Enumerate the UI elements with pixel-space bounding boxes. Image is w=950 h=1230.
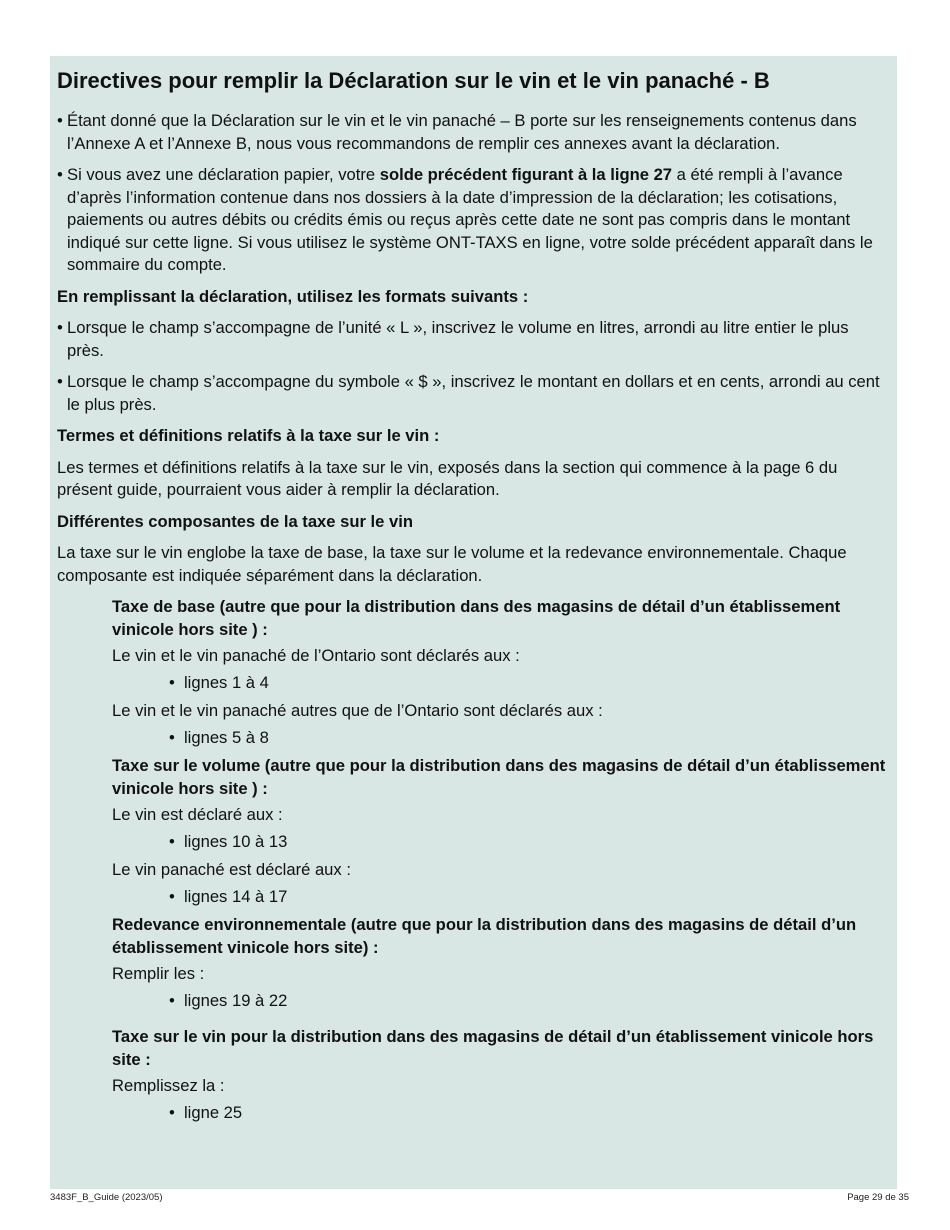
page-title: Directives pour remplir la Déclaration sur le vin et le vin panaché - B [57, 68, 770, 93]
volume-tax-line-1: Le vin est déclaré aux : [112, 805, 283, 824]
components-heading: Différentes composantes de la taxe sur le vin [57, 511, 413, 531]
intro-bullet-2-after: a été rempli à l’avance d’après l’information contenue dans nos dossiers à la date d’impression de la déclaration; les cotisations, paiements ou autres débits ou crédits émis ou reçus après cette date ne sont pas compris dans le montant indiqué sur cette ligne. Si vous utilisez le système ONT-TAXS en ligne, votre solde précédent apparaît dans le sommaire du compte. [67, 165, 873, 274]
env-fee-section [112, 914, 889, 1012]
env-fee-heading: Redevance environnementale (autre que pour la distribution dans des magasins de détail d’un établissement vinicole hors site) : [112, 915, 857, 957]
base-tax-item-1: • lignes 1 à 4 [169, 672, 889, 695]
footer-form-id: 3483F_B_Guide (2023/05) [50, 1192, 163, 1203]
offsite-tax-line-1: Remplissez la : [112, 1076, 225, 1095]
base-tax-line-1: Le vin et le vin panaché de l’Ontario sont déclarés aux : [112, 646, 520, 665]
env-fee-line-1: Remplir les : [112, 964, 205, 983]
formats-item-dollars: • Lorsque le champ s’accompagne du symbole « $ », inscrivez le montant en dollars et en cents, arrondi au cent le plus près. [57, 371, 889, 416]
base-tax-section [112, 596, 889, 749]
env-fee-item-1: • lignes 19 à 22 [169, 990, 889, 1013]
formats-item-litres: • Lorsque le champ s’accompagne de l’unité « L », inscrivez le volume en litres, arrondi au litre entier le plus près. [57, 317, 889, 362]
volume-tax-heading: Taxe sur le volume (autre que pour la distribution dans des magasins de détail d’un établissement vinicole hors site ) : [112, 756, 886, 798]
base-tax-item-2: • lignes 5 à 8 [169, 727, 889, 750]
instructions-panel [50, 56, 897, 1189]
intro-bullet-2-before: Si vous avez une déclaration papier, votre [67, 165, 380, 184]
footer-page-number: Page 29 de 35 [847, 1192, 909, 1203]
offsite-tax-section [112, 1026, 889, 1124]
volume-tax-item-2: • lignes 14 à 17 [169, 886, 889, 909]
components-text: La taxe sur le vin englobe la taxe de base, la taxe sur le volume et la redevance environnementale. Chaque composante est indiquée séparément dans la déclaration. [57, 543, 847, 585]
volume-tax-line-2: Le vin panaché est déclaré aux : [112, 860, 351, 879]
terms-text: Les termes et définitions relatifs à la taxe sur le vin, exposés dans la section qui commence à la page 6 du présent guide, pourraient vous aider à remplir la déclaration. [57, 457, 838, 499]
terms-heading: Termes et définitions relatifs à la taxe sur le vin : [57, 426, 440, 445]
offsite-tax-heading: Taxe sur le vin pour la distribution dans des magasins de détail d’un établissement vinicole hors site : [112, 1027, 874, 1069]
volume-tax-section [112, 755, 889, 908]
volume-tax-item-1: • lignes 10 à 13 [169, 831, 889, 854]
base-tax-heading: Taxe de base (autre que pour la distribution dans des magasins de détail d’un établissement vinicole hors site ) : [112, 597, 841, 639]
intro-bullet-1: • Étant donné que la Déclaration sur le vin et le vin panaché – B porte sur les renseignements contenus dans l’Annexe A et l’Annexe B, nous vous recommandons de remplir ces annexes avant la déclaration. [57, 110, 889, 155]
base-tax-line-2: Le vin et le vin panaché autres que de l’Ontario sont déclarés aux : [112, 701, 603, 720]
intro-bullet-2 [57, 164, 889, 277]
offsite-tax-item-1: • ligne 25 [169, 1102, 889, 1125]
intro-bullet-2-bold: solde précédent figurant à la ligne 27 [379, 165, 673, 184]
formats-heading: En remplissant la déclaration, utilisez les formats suivants : [57, 286, 529, 306]
